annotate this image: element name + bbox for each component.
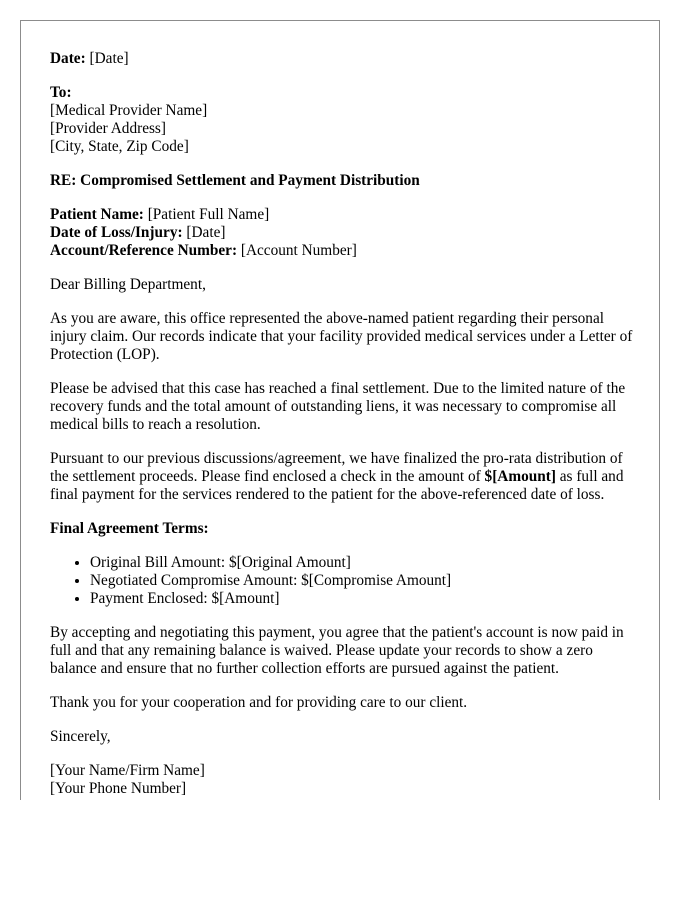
letter-content bbox=[50, 50, 640, 800]
patient-name-line bbox=[50, 206, 640, 224]
paragraph-representation: As you are aware, this office represented the above-named patient regarding their personal injury claim. Our records indicate that your facility provided medical services under a Letter of Protection (LOP). bbox=[50, 310, 633, 363]
payment-text-after: as full and final payment for the services rendered to the patient for the above-referenced date of loss. bbox=[50, 468, 624, 503]
account-number-line bbox=[50, 242, 640, 260]
list-item: • Original Bill Amount: $[Original Amount] bbox=[90, 554, 640, 572]
date-line bbox=[50, 50, 640, 68]
date-label: Date: bbox=[50, 50, 86, 67]
account-number-label: Account/Reference Number: bbox=[50, 242, 238, 259]
provider-city-state-zip: [City, State, Zip Code] bbox=[50, 138, 189, 155]
terms-list bbox=[50, 554, 640, 608]
patient-name-value: [Patient Full Name] bbox=[147, 206, 270, 223]
date-value: [Date] bbox=[89, 50, 129, 67]
patient-name-label: Patient Name: bbox=[50, 206, 144, 223]
list-item: • Payment Enclosed: $[Amount] bbox=[90, 590, 640, 608]
to-label: To: bbox=[50, 84, 72, 101]
signature-name: [Your Name/Firm Name] bbox=[50, 762, 205, 779]
paragraph-thanks: Thank you for your cooperation and for providing care to our client. bbox=[50, 694, 468, 711]
date-of-loss-line bbox=[50, 224, 640, 242]
salutation: Dear Billing Department, bbox=[50, 276, 206, 293]
date-of-loss-value: [Date] bbox=[186, 224, 226, 241]
terms-heading bbox=[50, 520, 640, 538]
terms-heading-text: Final Agreement Terms: bbox=[50, 520, 209, 537]
signature-block bbox=[50, 762, 640, 798]
date-of-loss-label: Date of Loss/Injury: bbox=[50, 224, 183, 241]
re-line bbox=[50, 172, 640, 190]
account-number-value: [Account Number] bbox=[240, 242, 357, 259]
letter-page bbox=[20, 20, 660, 800]
payment-text-before: Pursuant to our previous discussions/agreement, we have finalized the pro-rata distribution of the settlement proceeds. Please find enclosed a check in the amount of bbox=[50, 450, 623, 485]
paragraph-settlement: Please be advised that this case has reached a final settlement. Due to the limited nature of the recovery funds and the total amount of outstanding liens, it was necessary to compromise all medical bills to reach a resolution. bbox=[50, 380, 626, 433]
paragraph-acceptance: By accepting and negotiating this payment, you agree that the patient's account is now paid in full and that any remaining balance is waived. Please update your records to show a zero balance and ensure that no further collection efforts are pursued against the patient. bbox=[50, 624, 624, 677]
signoff: Sincerely, bbox=[50, 728, 111, 745]
provider-address: [Provider Address] bbox=[50, 120, 166, 137]
list-item: • Negotiated Compromise Amount: $[Compromise Amount] bbox=[90, 572, 640, 590]
payment-amount: $[Amount] bbox=[484, 468, 556, 485]
re-line-text: RE: Compromised Settlement and Payment Distribution bbox=[50, 172, 420, 189]
patient-info-block bbox=[50, 206, 640, 260]
paragraph-payment bbox=[50, 450, 640, 504]
signature-phone: [Your Phone Number] bbox=[50, 780, 187, 797]
provider-name: [Medical Provider Name] bbox=[50, 102, 208, 119]
recipient-block bbox=[50, 84, 640, 156]
